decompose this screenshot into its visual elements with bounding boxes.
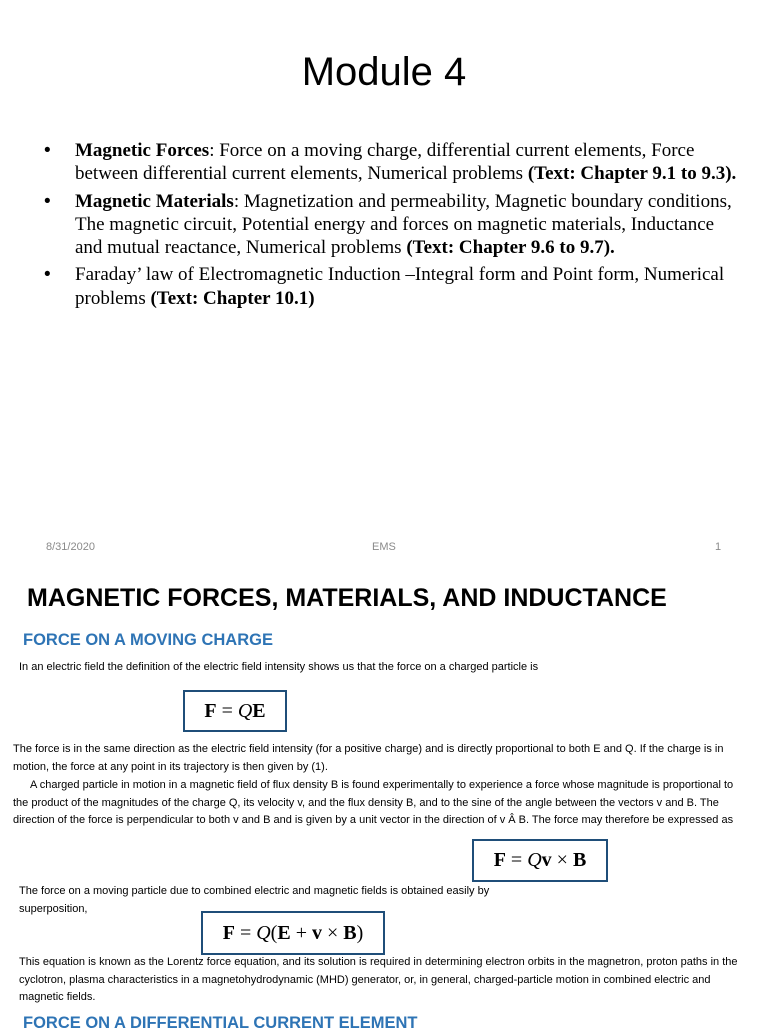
topic-description: Faraday’ law of Electromagnetic Induction –Integral form and Point form, Numerical problems: [75, 264, 725, 309]
equation-box: [183, 690, 287, 732]
eq-symbol: Q: [237, 699, 253, 722]
paragraph: The force is in the same direction as the electric field intensity (for a positive charge) and is directly proportional to both E and Q. If the charge is in motion, the force at any point in its trajectory is then given by (1).: [13, 743, 724, 773]
eq-operator: ×: [551, 849, 573, 871]
paragraph: In an electric field the definition of the electric field intensity shows us that the force on a charged particle is: [19, 661, 539, 673]
topic-item: [44, 190, 744, 260]
topic-reference: (Text: Chapter 10.1): [150, 287, 315, 309]
eq-symbol: Q: [256, 921, 271, 944]
paragraph: The force on a moving particle due to combined electric and magnetic fields is obtained easily by superposition,: [19, 885, 490, 915]
footer-page-number: 1: [715, 541, 722, 553]
document-page: [0, 572, 768, 1032]
eq-symbol: E: [252, 699, 266, 722]
equation-box: [201, 911, 385, 955]
footer-date: 8/31/2020: [46, 541, 95, 553]
paragraph: This equation is known as the Lorentz force equation, and its solution is required in determining electron orbits in the magnetron, proton paths in the cyclotron, plasma characteristics in a magnetohydrodynamic (MHD) generator, or, in general, charged-particle motion in combined electric and magnetic fields.: [19, 956, 738, 1004]
eq-operator: =: [216, 699, 238, 722]
footer-center: EMS: [372, 541, 396, 553]
eq-symbol: B: [572, 849, 587, 871]
topic-item: [44, 263, 744, 310]
eq-symbol: v: [311, 921, 322, 944]
eq-operator: =: [505, 849, 528, 871]
paragraph: A charged particle in motion in a magnetic field of flux density B is found experimentally to experience a force whose magnitude is proportional to the product of the magnitudes of the charge Q, its velocity v, and the flux density B, and to the sine of the angle between the vectors v and B. The direction of the force is perpendicular to both v and B and is given by a unit vector in the direction of v Â B. The force may therefore be expressed as: [13, 779, 734, 827]
bullet-dot: •: [44, 140, 51, 161]
eq-operator: =: [234, 921, 257, 944]
eq-operator: ): [356, 921, 364, 944]
topic-item: [44, 139, 744, 186]
eq-symbol: F: [204, 699, 217, 722]
topic-name: Magnetic Materials: [75, 190, 234, 212]
equation-box: [472, 839, 608, 882]
topic-reference: (Text: Chapter 9.1 to 9.3).: [527, 163, 737, 185]
eq-symbol: B: [343, 921, 357, 944]
eq-symbol: F: [493, 849, 506, 871]
section-title: MAGNETIC FORCES, MATERIALS, AND INDUCTANCE: [27, 584, 667, 612]
eq-symbol: Q: [527, 849, 542, 871]
topic-description: : Force on a moving charge, differential current elements, Force between differential current elements, Numerical problems: [75, 140, 695, 185]
subsection-heading: FORCE ON A MOVING CHARGE: [23, 631, 273, 649]
eq-symbol: v: [541, 849, 552, 871]
topic-description: : Magnetization and permeability, Magnetic boundary conditions, The magnetic circuit, Potential energy and forces on magnetic materials, Inductance and mutual reactance, Numerical problems: [75, 190, 732, 259]
eq-symbol: F: [222, 921, 235, 944]
subsection-heading: FORCE ON A DIFFERENTIAL CURRENT ELEMENT: [23, 1014, 418, 1032]
topic-reference: (Text: Chapter 9.6 to 9.7).: [406, 237, 615, 259]
eq-operator: (: [270, 921, 278, 944]
eq-operator: ×: [321, 921, 344, 944]
topic-list: [44, 139, 744, 314]
bullet-dot: •: [44, 190, 51, 212]
bullet-dot: •: [44, 264, 51, 286]
topic-name: Magnetic Forces: [75, 140, 210, 161]
eq-symbol: E: [277, 921, 291, 944]
slide-title: Module 4: [301, 50, 467, 94]
eq-operator: +: [290, 921, 312, 944]
